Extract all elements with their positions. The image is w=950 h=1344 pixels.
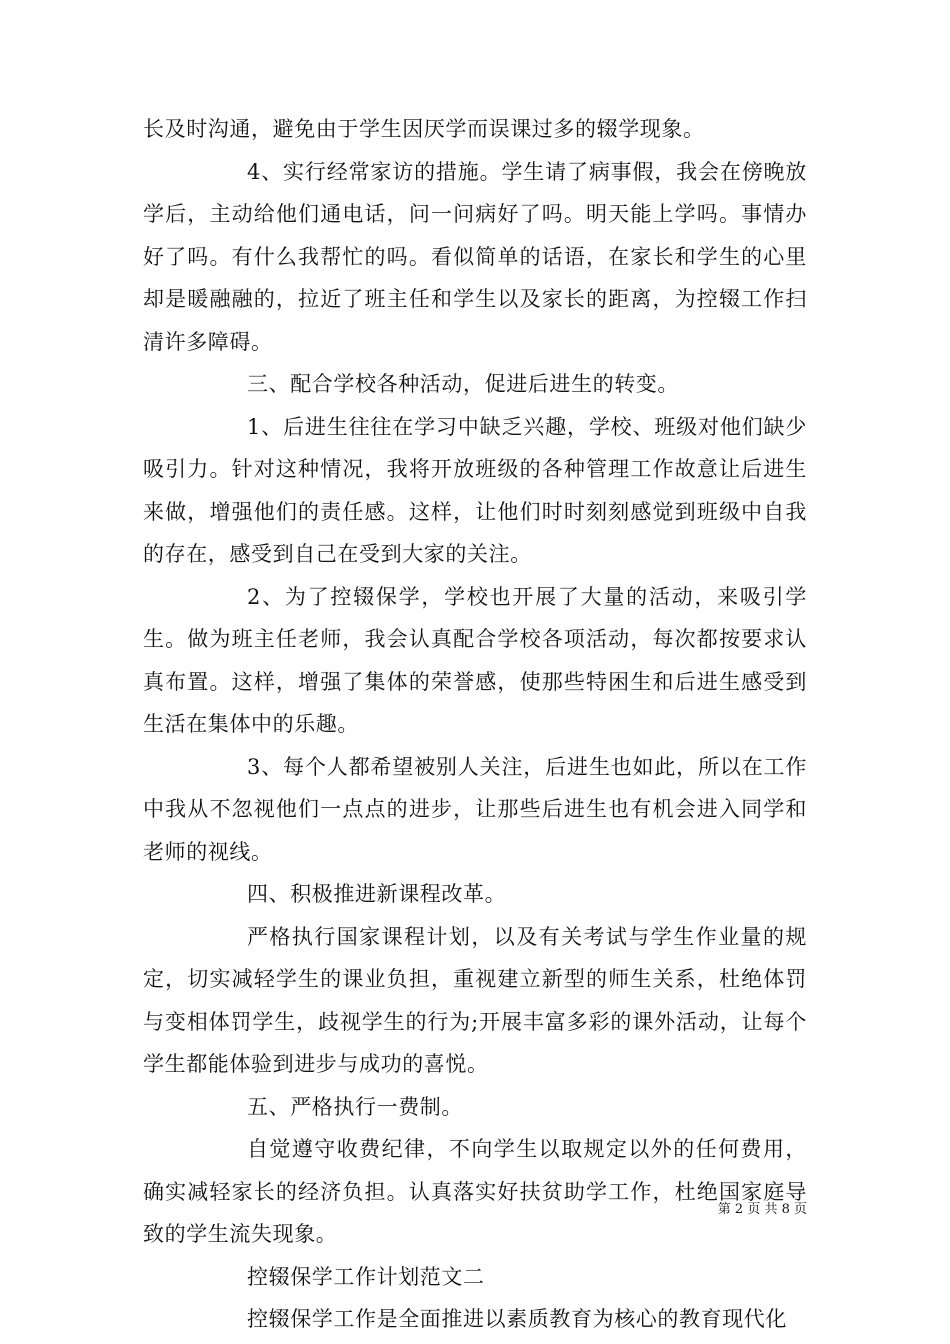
- paragraph: 严格执行国家课程计划，以及有关考试与学生作业量的规定，切实减轻学生的课业负担，重视建立新型的师生关系，杜绝体罚与变相体罚学生，歧视学生的行为;开展丰富多彩的课外活动，让每个学生都能体验到进步与成功的喜悦。: [143, 924, 807, 1076]
- paragraph: 4、实行经常家访的措施。学生请了病事假，我会在傍晚放学后，主动给他们通电话，问一问病好了吗。明天能上学吗。事情办好了吗。有什么我帮忙的吗。看似简单的话语，在家长和学生的心里却是暖融融的，拉近了班主任和学生以及家长的距离，为控辍工作扫清许多障碍。: [143, 159, 807, 354]
- subtitle: 控辍保学工作计划范文二: [247, 1264, 485, 1289]
- paragraph: 自觉遵守收费纪律，不向学生以取规定以外的任何费用，确实减轻家长的经济负担。认真落实好扶贫助学工作，杜绝国家庭导致的学生流失现象。: [143, 1137, 807, 1246]
- paragraph: 2、为了控辍保学，学校也开展了大量的活动，来吸引学生。做为班主任老师，我会认真配合学校各项活动，每次都按要求认真布置。这样，增强了集体的荣誉感，使那些特困生和后进生感受到生活在集体中的乐趣。: [143, 584, 807, 736]
- section-heading: 四、积极推进新课程改革。: [247, 882, 507, 906]
- paragraph: 控辍保学工作是全面推进以素质教育为核心的教育现代化: [247, 1307, 787, 1331]
- section-heading: 三、配合学校各种活动，促进后进生的转变。: [247, 372, 679, 396]
- section-heading: 五、严格执行一费制。: [247, 1094, 463, 1119]
- document-body: [143, 108, 807, 1341]
- paragraph: 长及时沟通，避免由于学生因厌学而误课过多的辍学现象。: [143, 117, 705, 141]
- page-number-footer: 第 2 页 共 8 页: [717, 1202, 807, 1217]
- paragraph: 1、后进生往往在学习中缺乏兴趣，学校、班级对他们缺少吸引力。针对这种情况，我将开放班级的各种管理工作故意让后进生来做，增强他们的责任感。这样，让他们时时刻刻感觉到班级中自我的存在，感受到自己在受到大家的关注。: [143, 414, 807, 566]
- paragraph: 3、每个人都希望被别人关注，后进生也如此，所以在工作中我从不忽视他们一点点的进步，让那些后进生也有机会进入同学和老师的视线。: [143, 754, 807, 864]
